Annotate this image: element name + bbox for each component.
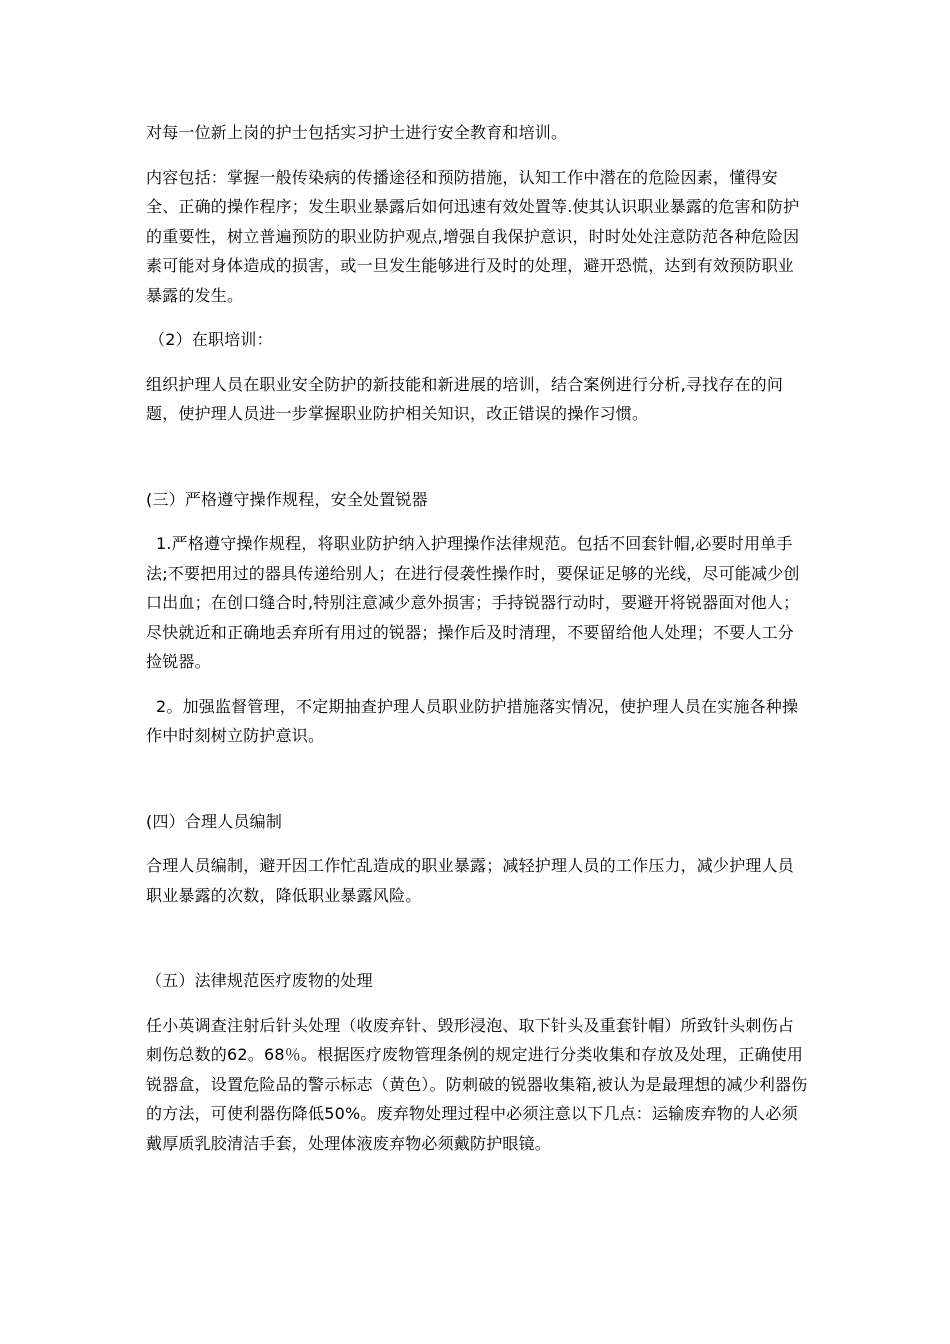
paragraph-training-content: 内容包括：掌握一般传染病的传播途径和预防措施，认知工作中潜在的危险因素，懂得安全、正确的操作程序；发生职业暴露后如何迅速有效处置等.使其认识职业暴露的危害和防护的重要性，树立普遍预防的职业防护观点,增强自我保护意识，时时处处注意防范各种危险因素可能对身体造成的损害，或一旦发生能够进行及时的处理，避开恐慌，达到有效预防职业暴露的发生。 bbox=[146, 167, 800, 305]
spacer bbox=[146, 836, 810, 851]
spacer bbox=[146, 996, 810, 1011]
paragraph-procedure-1: 1.严格遵守操作规程，将职业防护纳入护理操作法律规范。包括不回套针帽,必要时用单手法;不要把用过的器具传递给别人；在进行侵袭性操作时，要保证足够的光线，尽可能减少创口出血；在创口缝合时,特别注意减少意外损害；手持锐器行动时，要避开将锐器面对他人；尽快就近和正确地丢弃所有用过的锐器；操作后及时清理，不要留给他人处理；不要人工分捡锐器。 bbox=[146, 534, 800, 671]
paragraph-medical-waste: 任小英调查注射后针头处理（收废弃针、毁形浸泡、取下针头及重套针帽）所致针头刺伤占刺伤总数的62。68％。根据医疗废物管理条例的规定进行分类收集和存放及处理，正确使用锐器盒，设置危险品的警示标志（黄色）。防刺破的锐器收集箱,被认为是最理想的减少利器伤的方法，可使利器伤降低50%。废弃物处理过程中必须注意以下几点：运输废弃物的人必须戴厚质乳胶清洁手套，处理体液废弃物必须戴防护眼镜。 bbox=[146, 1015, 808, 1153]
spacer bbox=[146, 751, 810, 807]
document-body bbox=[146, 118, 810, 1158]
spacer bbox=[146, 148, 810, 163]
spacer bbox=[146, 429, 810, 485]
section-heading-4: (四）合理人员编制 bbox=[146, 811, 283, 831]
spacer bbox=[146, 310, 810, 325]
spacer bbox=[146, 910, 810, 966]
paragraph-training-intro: 对每一位新上岗的护士包括实习护士进行安全教育和培训。 bbox=[146, 123, 568, 142]
paragraph-onjob-training: 组织护理人员在职业安全防护的新技能和新进展的培训，结合案例进行分析,寻找存在的问题，使护理人员进一步掌握职业防护相关知识，改正错误的操作习惯。 bbox=[146, 374, 784, 423]
spacer bbox=[146, 514, 810, 529]
section-heading-5: （五）法律规范医疗废物的处理 bbox=[146, 971, 373, 990]
section-heading-3: (三）严格遵守操作规程，安全处置锐器 bbox=[146, 489, 428, 509]
paragraph-procedure-2: 2。加强监督管理，不定期抽查护理人员职业防护措施落实情况，使护理人员在实施各种操作中时刻树立防护意识。 bbox=[146, 696, 799, 745]
paragraph-staffing: 合理人员编制，避开因工作忙乱造成的职业暴露；减轻护理人员的工作压力，减少护理人员职业暴露的次数，降低职业暴露风险。 bbox=[146, 856, 795, 905]
spacer bbox=[146, 355, 810, 370]
spacer bbox=[146, 677, 810, 692]
subheading-onjob-training: （2）在职培训： bbox=[149, 330, 273, 349]
